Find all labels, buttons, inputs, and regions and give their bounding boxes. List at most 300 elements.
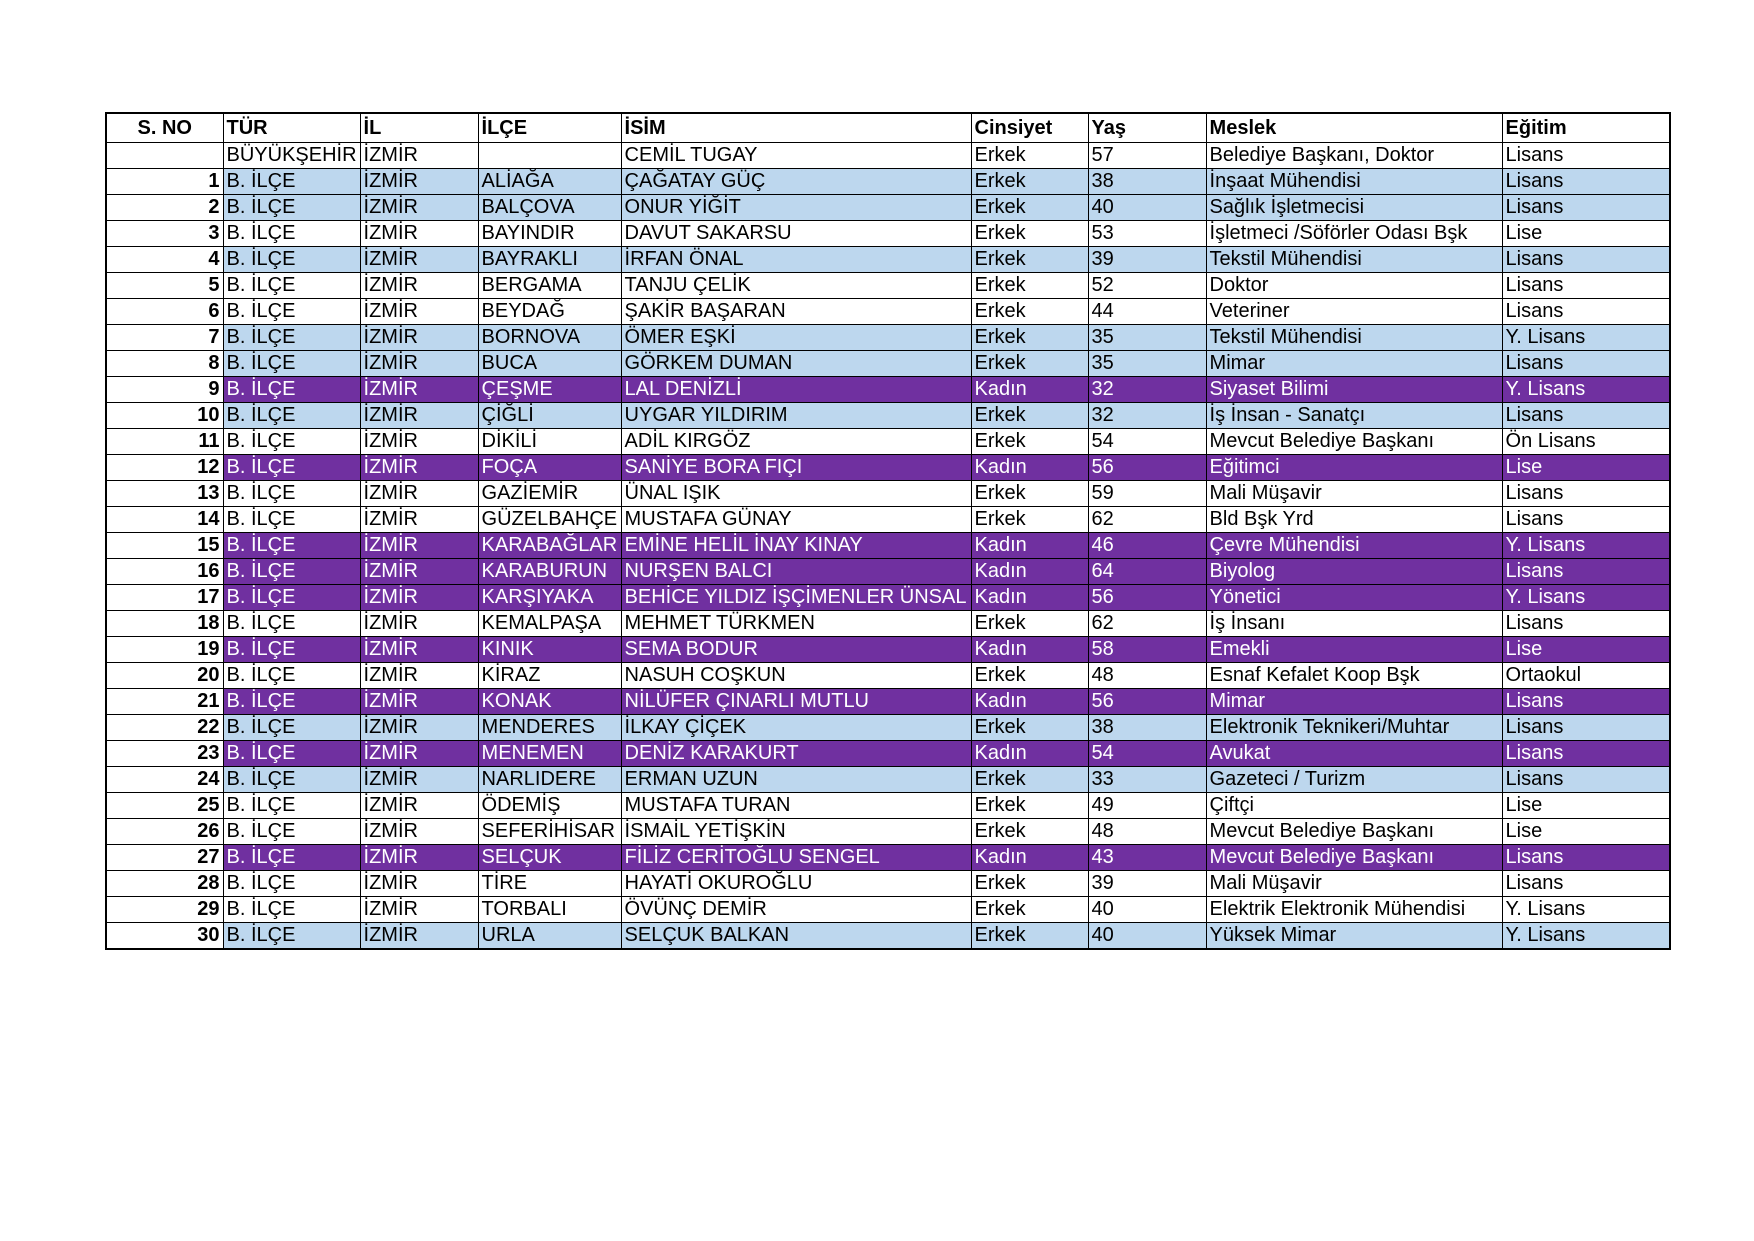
cell-ilce: FOÇA — [478, 455, 621, 481]
cell-isim: GÖRKEM DUMAN — [621, 351, 971, 377]
cell-il: İZMİR — [360, 663, 478, 689]
cell-ilce: KONAK — [478, 689, 621, 715]
cell-egitim: Lisans — [1502, 143, 1670, 169]
cell-no: 3 — [106, 221, 223, 247]
cell-no: 2 — [106, 195, 223, 221]
cell-cinsiyet: Kadın — [971, 741, 1088, 767]
cell-no: 4 — [106, 247, 223, 273]
cell-cinsiyet: Erkek — [971, 507, 1088, 533]
cell-yas: 54 — [1088, 429, 1206, 455]
cell-egitim: Y. Lisans — [1502, 923, 1670, 950]
table-row — [106, 559, 1670, 585]
cell-no: 24 — [106, 767, 223, 793]
cell-no: 8 — [106, 351, 223, 377]
cell-yas: 57 — [1088, 143, 1206, 169]
cell-ilce: KARABAĞLAR — [478, 533, 621, 559]
cell-meslek: Elektrik Elektronik Mühendisi — [1206, 897, 1502, 923]
cell-il: İZMİR — [360, 741, 478, 767]
table-row — [106, 221, 1670, 247]
cell-yas: 52 — [1088, 273, 1206, 299]
cell-yas: 58 — [1088, 637, 1206, 663]
cell-yas: 43 — [1088, 845, 1206, 871]
cell-il: İZMİR — [360, 845, 478, 871]
cell-tur: BÜYÜKŞEHİR — [223, 143, 360, 169]
cell-yas: 59 — [1088, 481, 1206, 507]
cell-il: İZMİR — [360, 689, 478, 715]
table-row — [106, 819, 1670, 845]
cell-il: İZMİR — [360, 143, 478, 169]
cell-yas: 64 — [1088, 559, 1206, 585]
cell-cinsiyet: Erkek — [971, 897, 1088, 923]
cell-tur: B. İLÇE — [223, 481, 360, 507]
cell-egitim: Lisans — [1502, 403, 1670, 429]
cell-tur: B. İLÇE — [223, 559, 360, 585]
cell-yas: 54 — [1088, 741, 1206, 767]
cell-isim: ÖVÜNÇ DEMİR — [621, 897, 971, 923]
cell-no: 21 — [106, 689, 223, 715]
cell-cinsiyet: Kadın — [971, 585, 1088, 611]
cell-meslek: İşletmeci /Söförler Odası Bşk — [1206, 221, 1502, 247]
cell-egitim: Lisans — [1502, 871, 1670, 897]
table-body — [106, 143, 1670, 950]
cell-meslek: Veteriner — [1206, 299, 1502, 325]
cell-meslek: Bld Bşk Yrd — [1206, 507, 1502, 533]
cell-yas: 39 — [1088, 247, 1206, 273]
cell-tur: B. İLÇE — [223, 819, 360, 845]
cell-egitim: Ortaokul — [1502, 663, 1670, 689]
cell-tur: B. İLÇE — [223, 611, 360, 637]
cell-yas: 40 — [1088, 923, 1206, 950]
cell-ilce: NARLIDERE — [478, 767, 621, 793]
cell-egitim: Lisans — [1502, 351, 1670, 377]
cell-tur: B. İLÇE — [223, 845, 360, 871]
table-row — [106, 377, 1670, 403]
cell-no: 29 — [106, 897, 223, 923]
cell-tur: B. İLÇE — [223, 351, 360, 377]
cell-no: 27 — [106, 845, 223, 871]
cell-yas: 62 — [1088, 611, 1206, 637]
cell-tur: B. İLÇE — [223, 715, 360, 741]
cell-meslek: Emekli — [1206, 637, 1502, 663]
cell-isim: ÇAĞATAY GÜÇ — [621, 169, 971, 195]
cell-isim: MUSTAFA GÜNAY — [621, 507, 971, 533]
cell-ilce: SEFERİHİSAR — [478, 819, 621, 845]
cell-isim: İSMAİL YETİŞKİN — [621, 819, 971, 845]
cell-il: İZMİR — [360, 559, 478, 585]
cell-yas: 35 — [1088, 351, 1206, 377]
cell-isim: HAYATİ OKUROĞLU — [621, 871, 971, 897]
cell-isim: LAL DENİZLİ — [621, 377, 971, 403]
cell-il: İZMİR — [360, 273, 478, 299]
cell-ilce: BAYRAKLI — [478, 247, 621, 273]
cell-cinsiyet: Erkek — [971, 169, 1088, 195]
cell-il: İZMİR — [360, 325, 478, 351]
cell-no: 30 — [106, 923, 223, 950]
cell-cinsiyet: Erkek — [971, 247, 1088, 273]
cell-isim: MEHMET TÜRKMEN — [621, 611, 971, 637]
cell-meslek: İnşaat Mühendisi — [1206, 169, 1502, 195]
cell-cinsiyet: Kadın — [971, 455, 1088, 481]
cell-il: İZMİR — [360, 819, 478, 845]
cell-egitim: Lise — [1502, 819, 1670, 845]
header-row — [106, 113, 1670, 143]
header-il: İL — [360, 113, 478, 143]
cell-ilce: KARABURUN — [478, 559, 621, 585]
cell-ilce: BERGAMA — [478, 273, 621, 299]
cell-egitim: Y. Lisans — [1502, 897, 1670, 923]
cell-il: İZMİR — [360, 611, 478, 637]
cell-il: İZMİR — [360, 793, 478, 819]
cell-isim: TANJU ÇELİK — [621, 273, 971, 299]
cell-ilce: BAYINDIR — [478, 221, 621, 247]
cell-il: İZMİR — [360, 715, 478, 741]
table-row — [106, 793, 1670, 819]
table-row — [106, 637, 1670, 663]
cell-ilce: KEMALPAŞA — [478, 611, 621, 637]
cell-il: İZMİR — [360, 585, 478, 611]
cell-tur: B. İLÇE — [223, 403, 360, 429]
cell-tur: B. İLÇE — [223, 637, 360, 663]
cell-tur: B. İLÇE — [223, 871, 360, 897]
cell-egitim: Lise — [1502, 221, 1670, 247]
cell-il: İZMİR — [360, 403, 478, 429]
cell-tur: B. İLÇE — [223, 793, 360, 819]
cell-meslek: Eğitimci — [1206, 455, 1502, 481]
cell-isim: MUSTAFA TURAN — [621, 793, 971, 819]
cell-ilce: KİRAZ — [478, 663, 621, 689]
header-tur: TÜR — [223, 113, 360, 143]
cell-il: İZMİR — [360, 195, 478, 221]
cell-meslek: Elektronik Teknikeri/Muhtar — [1206, 715, 1502, 741]
table-row — [106, 247, 1670, 273]
cell-no: 5 — [106, 273, 223, 299]
table-row — [106, 299, 1670, 325]
cell-meslek: Mali Müşavir — [1206, 871, 1502, 897]
cell-il: İZMİR — [360, 221, 478, 247]
cell-no: 12 — [106, 455, 223, 481]
cell-tur: B. İLÇE — [223, 273, 360, 299]
cell-egitim: Lise — [1502, 793, 1670, 819]
cell-ilce: GÜZELBAHÇE — [478, 507, 621, 533]
cell-ilce: MENDERES — [478, 715, 621, 741]
header-isim: İSİM — [621, 113, 971, 143]
table-row — [106, 325, 1670, 351]
cell-meslek: Tekstil Mühendisi — [1206, 325, 1502, 351]
table-row — [106, 871, 1670, 897]
table-row — [106, 741, 1670, 767]
cell-no: 25 — [106, 793, 223, 819]
cell-egitim: Y. Lisans — [1502, 377, 1670, 403]
cell-cinsiyet: Erkek — [971, 299, 1088, 325]
cell-yas: 35 — [1088, 325, 1206, 351]
cell-cinsiyet: Erkek — [971, 793, 1088, 819]
table-row — [106, 923, 1670, 950]
cell-no: 15 — [106, 533, 223, 559]
cell-il: İZMİR — [360, 533, 478, 559]
cell-ilce: BALÇOVA — [478, 195, 621, 221]
cell-no: 18 — [106, 611, 223, 637]
cell-isim: ONUR YİĞİT — [621, 195, 971, 221]
cell-yas: 38 — [1088, 715, 1206, 741]
cell-meslek: Biyolog — [1206, 559, 1502, 585]
table-row — [106, 195, 1670, 221]
cell-yas: 39 — [1088, 871, 1206, 897]
cell-egitim: Lisans — [1502, 559, 1670, 585]
cell-tur: B. İLÇE — [223, 689, 360, 715]
cell-meslek: Tekstil Mühendisi — [1206, 247, 1502, 273]
cell-tur: B. İLÇE — [223, 897, 360, 923]
cell-meslek: Mimar — [1206, 689, 1502, 715]
cell-yas: 53 — [1088, 221, 1206, 247]
cell-cinsiyet: Erkek — [971, 325, 1088, 351]
table-row — [106, 429, 1670, 455]
cell-ilce: BEYDAĞ — [478, 299, 621, 325]
cell-ilce: KARŞIYAKA — [478, 585, 621, 611]
cell-isim: CEMİL TUGAY — [621, 143, 971, 169]
cell-no: 17 — [106, 585, 223, 611]
cell-isim: SELÇUK BALKAN — [621, 923, 971, 950]
cell-yas: 33 — [1088, 767, 1206, 793]
cell-isim: NİLÜFER ÇINARLI MUTLU — [621, 689, 971, 715]
cell-ilce: SELÇUK — [478, 845, 621, 871]
cell-cinsiyet: Kadın — [971, 845, 1088, 871]
cell-cinsiyet: Erkek — [971, 481, 1088, 507]
cell-ilce: TORBALI — [478, 897, 621, 923]
cell-tur: B. İLÇE — [223, 663, 360, 689]
cell-il: İZMİR — [360, 507, 478, 533]
table-row — [106, 715, 1670, 741]
cell-meslek: Mevcut Belediye Başkanı — [1206, 819, 1502, 845]
cell-cinsiyet: Erkek — [971, 221, 1088, 247]
cell-cinsiyet: Erkek — [971, 715, 1088, 741]
cell-no: 10 — [106, 403, 223, 429]
cell-egitim: Lisans — [1502, 611, 1670, 637]
cell-egitim: Lisans — [1502, 741, 1670, 767]
cell-egitim: Lisans — [1502, 299, 1670, 325]
cell-tur: B. İLÇE — [223, 585, 360, 611]
cell-egitim: Lisans — [1502, 767, 1670, 793]
cell-isim: İRFAN ÖNAL — [621, 247, 971, 273]
cell-isim: SEMA BODUR — [621, 637, 971, 663]
cell-il: İZMİR — [360, 351, 478, 377]
cell-yas: 44 — [1088, 299, 1206, 325]
cell-cinsiyet: Erkek — [971, 819, 1088, 845]
table-row — [106, 351, 1670, 377]
cell-ilce: BUCA — [478, 351, 621, 377]
cell-tur: B. İLÇE — [223, 455, 360, 481]
cell-meslek: Çiftçi — [1206, 793, 1502, 819]
cell-yas: 62 — [1088, 507, 1206, 533]
cell-cinsiyet: Kadın — [971, 559, 1088, 585]
cell-cinsiyet: Kadın — [971, 637, 1088, 663]
cell-ilce: ÖDEMİŞ — [478, 793, 621, 819]
cell-isim: BEHİCE YILDIZ İŞÇİMENLER ÜNSAL — [621, 585, 971, 611]
cell-no: 9 — [106, 377, 223, 403]
cell-cinsiyet: Erkek — [971, 767, 1088, 793]
cell-egitim: Ön Lisans — [1502, 429, 1670, 455]
cell-tur: B. İLÇE — [223, 247, 360, 273]
cell-isim: ŞAKİR BAŞARAN — [621, 299, 971, 325]
cell-egitim: Lisans — [1502, 845, 1670, 871]
header-yas: Yaş — [1088, 113, 1206, 143]
cell-tur: B. İLÇE — [223, 377, 360, 403]
table-row — [106, 663, 1670, 689]
cell-il: İZMİR — [360, 247, 478, 273]
cell-tur: B. İLÇE — [223, 533, 360, 559]
cell-meslek: Siyaset Bilimi — [1206, 377, 1502, 403]
cell-meslek: Gazeteci / Turizm — [1206, 767, 1502, 793]
cell-isim: FİLİZ CERİTOĞLU SENGEL — [621, 845, 971, 871]
table-row — [106, 897, 1670, 923]
cell-no: 6 — [106, 299, 223, 325]
cell-ilce: DİKİLİ — [478, 429, 621, 455]
cell-isim: NASUH COŞKUN — [621, 663, 971, 689]
table-row — [106, 767, 1670, 793]
table-row — [106, 169, 1670, 195]
table-row — [106, 585, 1670, 611]
cell-tur: B. İLÇE — [223, 767, 360, 793]
cell-ilce — [478, 143, 621, 169]
cell-ilce: TİRE — [478, 871, 621, 897]
cell-yas: 40 — [1088, 897, 1206, 923]
cell-ilce: URLA — [478, 923, 621, 950]
table-row — [106, 143, 1670, 169]
header-ilce: İLÇE — [478, 113, 621, 143]
cell-egitim: Lisans — [1502, 195, 1670, 221]
cell-meslek: Sağlık İşletmecisi — [1206, 195, 1502, 221]
cell-ilce: KINIK — [478, 637, 621, 663]
table-row — [106, 455, 1670, 481]
cell-yas: 49 — [1088, 793, 1206, 819]
header-cinsiyet: Cinsiyet — [971, 113, 1088, 143]
cell-cinsiyet: Erkek — [971, 923, 1088, 950]
cell-il: İZMİR — [360, 637, 478, 663]
cell-ilce: ÇİĞLİ — [478, 403, 621, 429]
cell-ilce: ÇEŞME — [478, 377, 621, 403]
cell-no: 28 — [106, 871, 223, 897]
cell-il: İZMİR — [360, 481, 478, 507]
cell-meslek: Çevre Mühendisi — [1206, 533, 1502, 559]
cell-no: 22 — [106, 715, 223, 741]
cell-no: 16 — [106, 559, 223, 585]
cell-isim: SANİYE BORA FIÇI — [621, 455, 971, 481]
cell-no — [106, 143, 223, 169]
cell-cinsiyet: Kadın — [971, 533, 1088, 559]
cell-cinsiyet: Kadın — [971, 377, 1088, 403]
cell-egitim: Y. Lisans — [1502, 585, 1670, 611]
cell-cinsiyet: Erkek — [971, 611, 1088, 637]
cell-il: İZMİR — [360, 169, 478, 195]
cell-yas: 38 — [1088, 169, 1206, 195]
cell-yas: 48 — [1088, 819, 1206, 845]
cell-yas: 56 — [1088, 689, 1206, 715]
cell-yas: 32 — [1088, 403, 1206, 429]
cell-yas: 56 — [1088, 585, 1206, 611]
cell-il: İZMİR — [360, 377, 478, 403]
cell-il: İZMİR — [360, 923, 478, 950]
cell-ilce: GAZİEMİR — [478, 481, 621, 507]
table-row — [106, 507, 1670, 533]
cell-yas: 32 — [1088, 377, 1206, 403]
cell-no: 11 — [106, 429, 223, 455]
cell-il: İZMİR — [360, 767, 478, 793]
cell-isim: EMİNE HELİL İNAY KINAY — [621, 533, 971, 559]
cell-tur: B. İLÇE — [223, 221, 360, 247]
cell-tur: B. İLÇE — [223, 923, 360, 950]
header-meslek: Meslek — [1206, 113, 1502, 143]
cell-cinsiyet: Erkek — [971, 429, 1088, 455]
cell-il: İZMİR — [360, 871, 478, 897]
cell-cinsiyet: Erkek — [971, 403, 1088, 429]
cell-meslek: Doktor — [1206, 273, 1502, 299]
cell-egitim: Lisans — [1502, 689, 1670, 715]
cell-tur: B. İLÇE — [223, 195, 360, 221]
table-row — [106, 845, 1670, 871]
cell-meslek: Yönetici — [1206, 585, 1502, 611]
cell-egitim: Lisans — [1502, 169, 1670, 195]
cell-egitim: Lisans — [1502, 715, 1670, 741]
cell-isim: DENİZ KARAKURT — [621, 741, 971, 767]
cell-il: İZMİR — [360, 429, 478, 455]
cell-isim: UYGAR YILDIRIM — [621, 403, 971, 429]
cell-yas: 48 — [1088, 663, 1206, 689]
cell-meslek: Belediye Başkanı, Doktor — [1206, 143, 1502, 169]
cell-tur: B. İLÇE — [223, 741, 360, 767]
table-row — [106, 689, 1670, 715]
cell-cinsiyet: Erkek — [971, 273, 1088, 299]
table-row — [106, 481, 1670, 507]
cell-tur: B. İLÇE — [223, 429, 360, 455]
cell-meslek: Yüksek Mimar — [1206, 923, 1502, 950]
cell-egitim: Lisans — [1502, 247, 1670, 273]
cell-tur: B. İLÇE — [223, 169, 360, 195]
cell-cinsiyet: Erkek — [971, 871, 1088, 897]
cell-yas: 56 — [1088, 455, 1206, 481]
cell-meslek: Mali Müşavir — [1206, 481, 1502, 507]
cell-ilce: ALİAĞA — [478, 169, 621, 195]
cell-tur: B. İLÇE — [223, 325, 360, 351]
cell-egitim: Y. Lisans — [1502, 325, 1670, 351]
cell-egitim: Y. Lisans — [1502, 533, 1670, 559]
cell-ilce: MENEMEN — [478, 741, 621, 767]
cell-no: 1 — [106, 169, 223, 195]
cell-no: 7 — [106, 325, 223, 351]
cell-tur: B. İLÇE — [223, 507, 360, 533]
cell-meslek: Mimar — [1206, 351, 1502, 377]
cell-cinsiyet: Kadın — [971, 689, 1088, 715]
cell-egitim: Lise — [1502, 455, 1670, 481]
cell-isim: ADİL KIRGÖZ — [621, 429, 971, 455]
table-row — [106, 273, 1670, 299]
cell-no: 20 — [106, 663, 223, 689]
cell-no: 13 — [106, 481, 223, 507]
cell-isim: İLKAY ÇİÇEK — [621, 715, 971, 741]
cell-isim: NURŞEN BALCI — [621, 559, 971, 585]
cell-egitim: Lisans — [1502, 507, 1670, 533]
cell-meslek: Mevcut Belediye Başkanı — [1206, 429, 1502, 455]
cell-no: 26 — [106, 819, 223, 845]
cell-egitim: Lisans — [1502, 273, 1670, 299]
cell-meslek: Esnaf Kefalet Koop Bşk — [1206, 663, 1502, 689]
header-egitim: Eğitim — [1502, 113, 1670, 143]
cell-egitim: Lisans — [1502, 481, 1670, 507]
cell-isim: ERMAN UZUN — [621, 767, 971, 793]
table-row — [106, 611, 1670, 637]
cell-isim: ÜNAL IŞIK — [621, 481, 971, 507]
cell-meslek: İş İnsanı — [1206, 611, 1502, 637]
cell-no: 23 — [106, 741, 223, 767]
cell-cinsiyet: Erkek — [971, 195, 1088, 221]
